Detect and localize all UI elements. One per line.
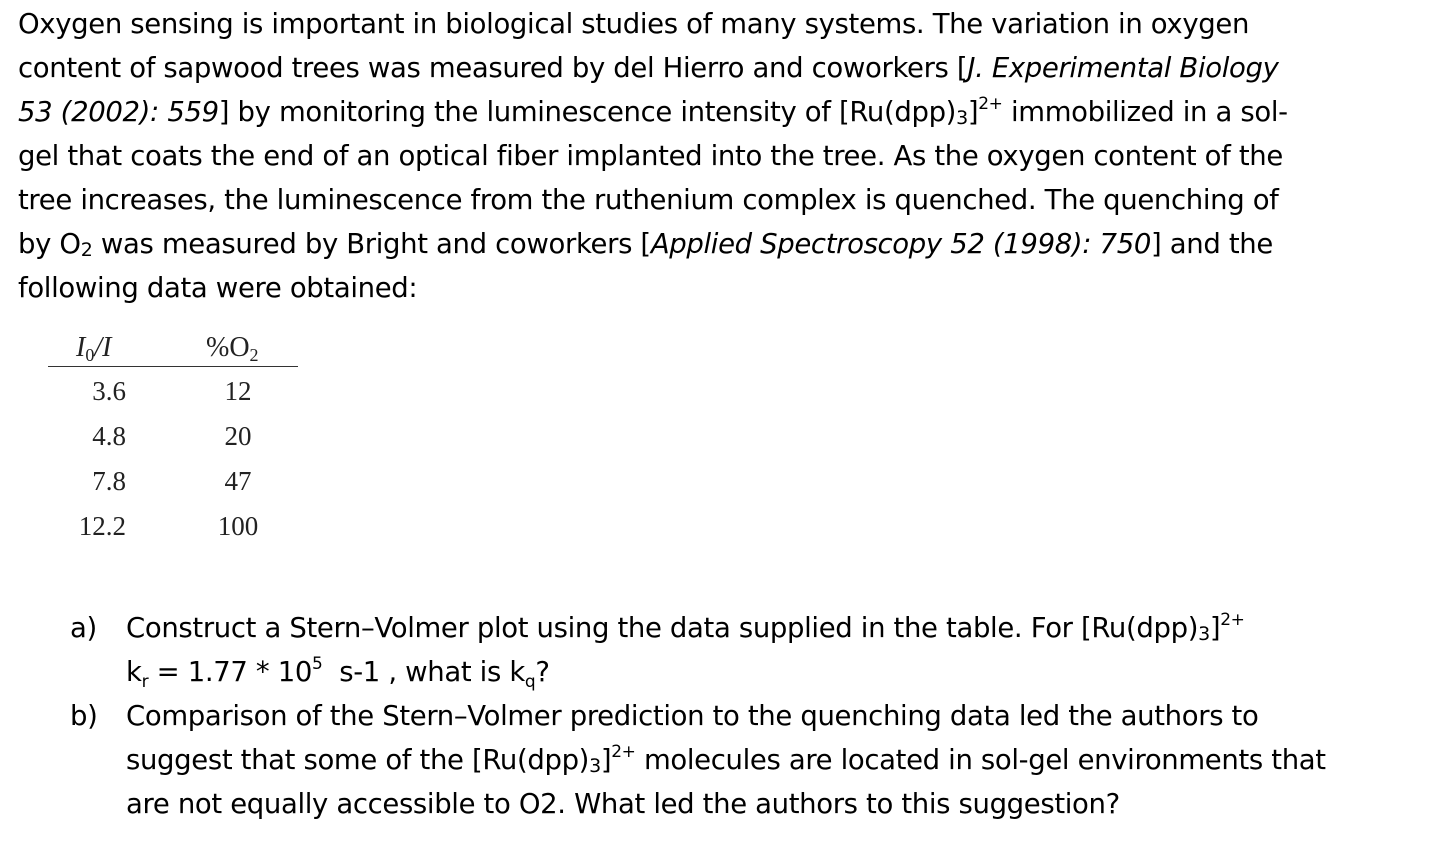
cell-oxygen-percent: 100 xyxy=(217,511,259,541)
subscript: 3 xyxy=(1198,623,1210,645)
table-header xyxy=(48,330,298,367)
question-b xyxy=(70,694,1430,826)
charge-superscript: 2+ xyxy=(978,94,1003,114)
intro-line-3 xyxy=(18,90,1418,134)
intro-line-6 xyxy=(18,222,1418,266)
question-marker: a) xyxy=(70,612,97,644)
question-text: are not equally accessible to O2. What led the authors to this suggestion? xyxy=(126,788,1120,820)
cell-oxygen-percent: 20 xyxy=(224,421,252,451)
header-text: /I xyxy=(94,332,112,363)
question-a-line-1 xyxy=(126,606,1430,650)
table-row xyxy=(48,367,298,412)
question-text: ] xyxy=(600,744,612,776)
citation-journal: J. Experimental Biology xyxy=(967,52,1279,84)
table-row xyxy=(48,412,298,457)
intro-text: immobilized in a sol- xyxy=(1002,96,1288,128)
header-text: I xyxy=(76,332,86,363)
intro-text: ] by monitoring the luminescence intensity of [Ru(dpp) xyxy=(218,96,957,128)
citation-journal: Applied Spectroscopy 52 (1998): 750 xyxy=(650,228,1151,260)
problem-intro-paragraph xyxy=(18,2,1418,310)
intro-text: ] xyxy=(967,96,979,128)
question-marker: b) xyxy=(70,700,98,732)
cell-oxygen-percent: 47 xyxy=(224,466,252,496)
subscript: 2 xyxy=(80,239,93,261)
cell-oxygen-percent: 12 xyxy=(224,376,252,406)
intro-text: following data were obtained: xyxy=(18,272,418,304)
quenching-data-table xyxy=(48,330,298,547)
intro-line-2 xyxy=(18,46,1418,90)
question-text: Comparison of the Stern–Volmer prediction to the quenching data led the authors to xyxy=(126,700,1259,732)
intro-text: by O xyxy=(18,228,81,260)
subscript: 3 xyxy=(956,107,968,129)
question-b-line-2 xyxy=(126,738,1430,782)
question-text: suggest that some of the [Ru(dpp) xyxy=(126,744,590,776)
intro-text: was measured by Bright and coworkers [ xyxy=(92,228,651,260)
header-subscript: 0 xyxy=(85,345,95,365)
table-row xyxy=(48,457,298,502)
intro-text: Oxygen sensing is important in biological studies of many systems. The variation in oxygen xyxy=(18,8,1250,40)
exponent-superscript: 5 xyxy=(312,654,323,674)
charge-superscript: 2+ xyxy=(611,742,636,762)
table-row xyxy=(48,502,298,547)
intro-line-7 xyxy=(18,266,1418,310)
question-text: = 1.77 * 10 xyxy=(148,656,312,688)
question-a-line-2 xyxy=(126,650,1430,694)
subscript: r xyxy=(141,672,149,692)
column-header-oxygen-percent xyxy=(206,332,259,364)
intro-text: content of sapwood trees was measured by del Hierro and coworkers [ xyxy=(18,52,968,84)
question-text: molecules are located in sol-gel environments that xyxy=(635,744,1326,776)
cell-intensity-ratio: 3.6 xyxy=(92,376,126,406)
intro-text: gel that coats the end of an optical fiber implanted into the tree. As the oxygen content of the xyxy=(18,140,1283,172)
question-text: s-1 , what is k xyxy=(322,656,525,688)
intro-line-1 xyxy=(18,2,1418,46)
intro-line-5 xyxy=(18,178,1418,222)
question-b-line-1 xyxy=(126,694,1430,738)
column-header-intensity-ratio xyxy=(76,332,111,364)
citation-volume: 53 (2002): 559 xyxy=(18,96,219,128)
intro-text: ] and the xyxy=(1150,228,1273,260)
question-text: k xyxy=(126,656,142,688)
subscript: q xyxy=(524,672,536,692)
cell-intensity-ratio: 7.8 xyxy=(92,466,126,496)
question-a xyxy=(70,606,1430,694)
header-text: %O xyxy=(206,332,250,363)
question-list xyxy=(70,606,1430,826)
question-b-line-3 xyxy=(126,782,1430,826)
intro-text: tree increases, the luminescence from the ruthenium complex is quenched. The quenching of xyxy=(18,184,1279,216)
cell-intensity-ratio: 12.2 xyxy=(78,511,126,541)
cell-intensity-ratio: 4.8 xyxy=(92,421,126,451)
question-text: ? xyxy=(535,656,550,688)
header-subscript: 2 xyxy=(249,345,259,365)
question-text: ] xyxy=(1209,612,1221,644)
intro-line-4 xyxy=(18,134,1418,178)
charge-superscript: 2+ xyxy=(1220,610,1245,630)
question-text: Construct a Stern–Volmer plot using the data supplied in the table. For [Ru(dpp) xyxy=(126,612,1199,644)
subscript: 3 xyxy=(589,755,601,777)
